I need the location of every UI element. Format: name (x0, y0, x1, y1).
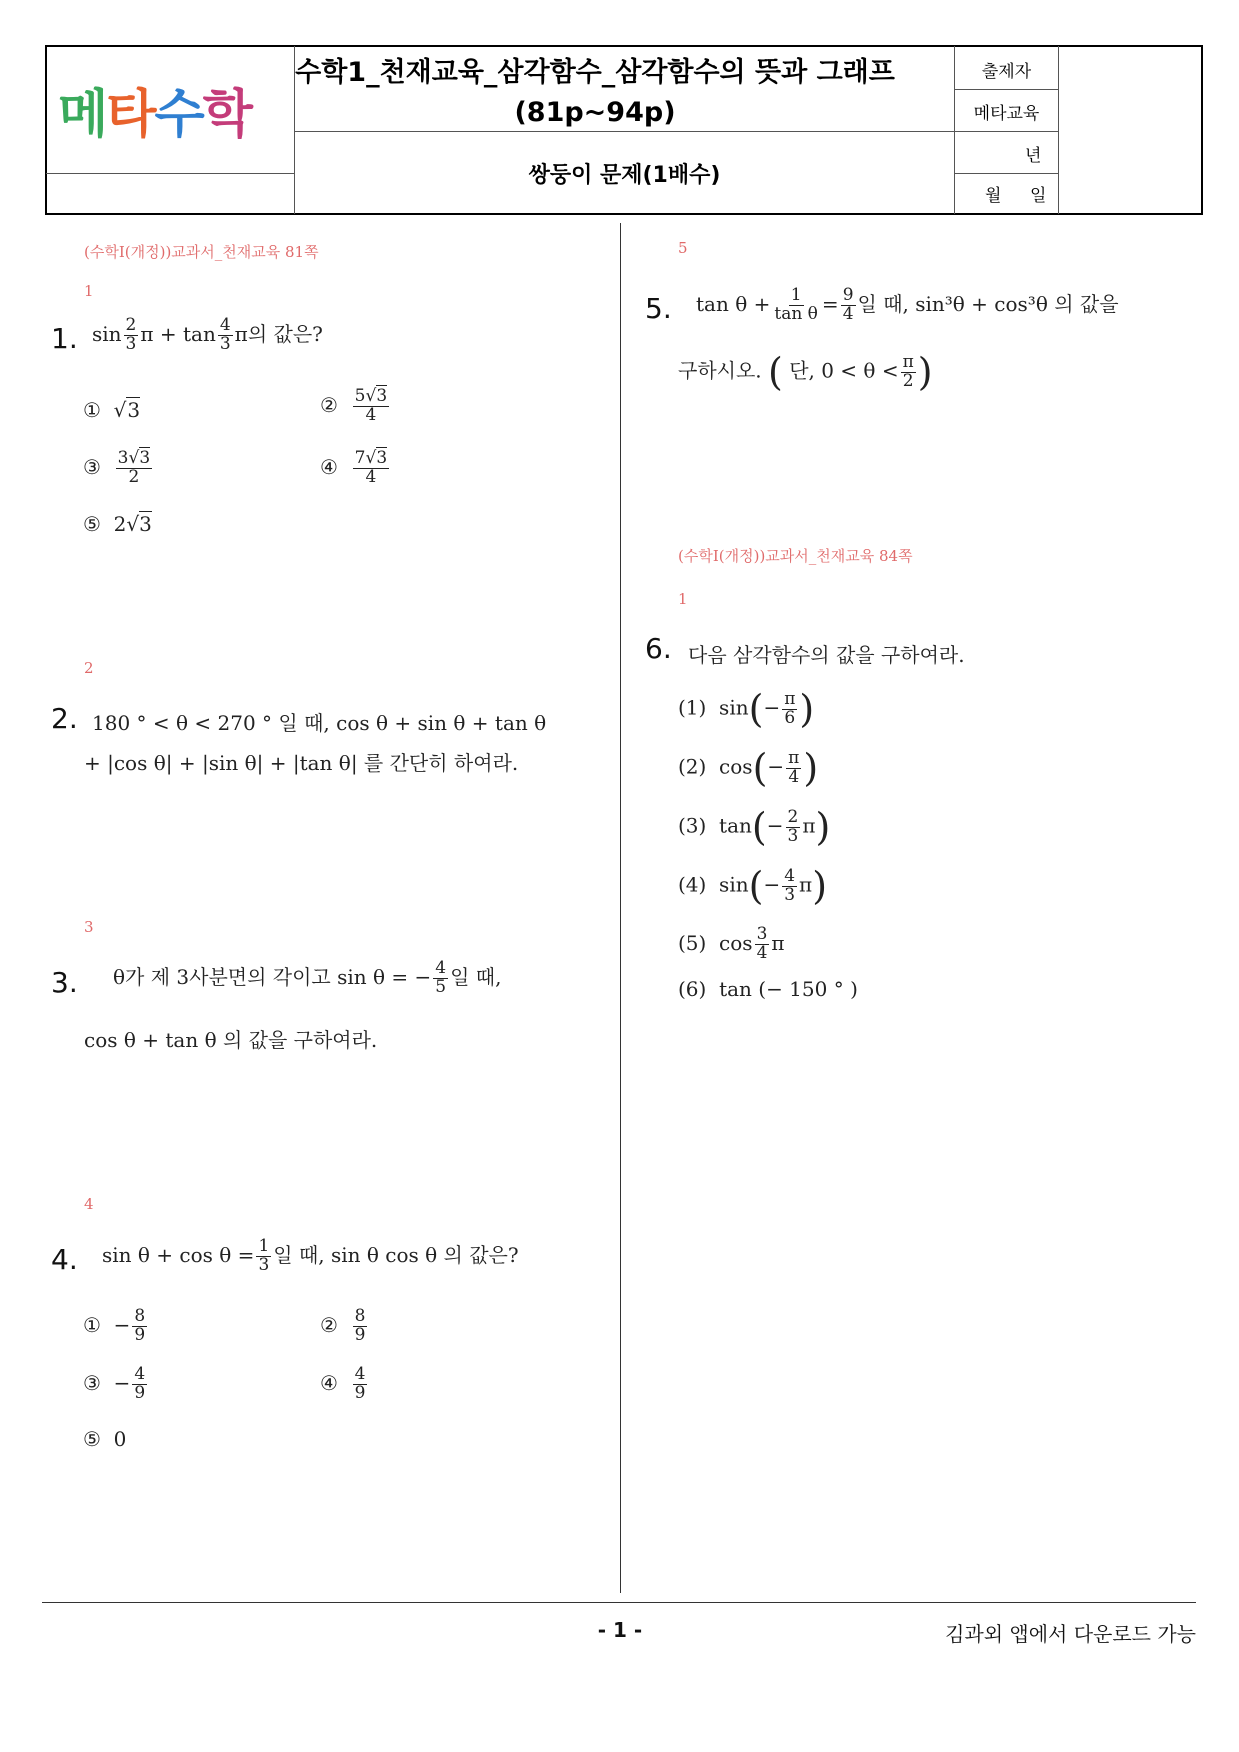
question-text: sin θ + cos θ = $\frac{1}{3}$ 일 때, sin θ cos θ 의 값은? (102, 1236, 519, 1275)
page-number: - 1 - (597, 1618, 643, 1642)
header-divider (1058, 46, 1059, 214)
question-ref: 3 (84, 918, 94, 936)
choice-5[interactable]: ⑤ 2√3 (83, 512, 152, 536)
header-divider (955, 89, 1058, 90)
header-divider (955, 131, 1058, 132)
column-divider (620, 223, 621, 1593)
question-number: 1. (51, 322, 78, 355)
sub-item-5: (5) cos $\frac{3}{4}$ π (678, 924, 785, 963)
question-ref: 5 (678, 239, 688, 257)
source-label: (수학I(개정))교과서_천재교육 84쪽 (678, 547, 913, 565)
month-label: 월 (985, 186, 1002, 206)
logo-letter: 메 (58, 85, 107, 145)
question-ref: 1 (84, 282, 94, 300)
logo-letter: 수 (154, 85, 203, 145)
document-subtitle: 쌍둥이 문제(1배수) (528, 163, 721, 188)
question-text: 180 ° < θ < 270 ° 일 때, cos θ + sin θ + tan θ (92, 711, 547, 735)
question-text: sin $\frac{2}{3}$ π + tan $\frac{4}{3}$ π의 값은? (92, 315, 323, 354)
question-number: 3. (51, 966, 78, 999)
header-divider (955, 173, 1058, 174)
sub-item-2: (2) cos(− $\frac{\pi}{4}$ ) (678, 746, 819, 790)
document-title-pages: (81p~94p) (514, 97, 676, 128)
download-note: 김과외 앱에서 다운로드 가능 (945, 1622, 1196, 1646)
choice-1[interactable]: ① √3 (83, 398, 141, 422)
question-ref: 2 (84, 659, 94, 677)
question-text-line2: 구하시오. ( 단, 0 < θ < $\frac{\pi}{2}$ ) (678, 350, 933, 394)
choice-5[interactable]: ⑤ 0 (83, 1427, 127, 1451)
header-divider (46, 173, 294, 174)
question-number: 4. (51, 1243, 78, 1276)
logo (58, 72, 288, 144)
document-title: 수학1_천재교육_삼각함수_삼각함수의 뜻과 그래프 (295, 57, 895, 88)
footer-rule (42, 1602, 1196, 1603)
day-label: 일 (1030, 186, 1047, 206)
author-value: 메타교육 (973, 104, 1040, 124)
source-label: (수학I(개정))교과서_천재교육 81쪽 (84, 243, 319, 261)
choice-1[interactable]: ① − $\frac{8}{9}$ (83, 1306, 146, 1345)
year-label: 년 (1025, 146, 1042, 166)
sub-item-6: (6) tan (− 150 ° ) (678, 977, 858, 1001)
question-number: 2. (51, 702, 78, 735)
choice-4[interactable]: ④ $\frac{4}{9}$ (320, 1364, 366, 1403)
author-label: 출제자 (981, 62, 1032, 82)
question-ref: 1 (678, 590, 688, 608)
logo-letter: 타 (106, 85, 155, 145)
question-text-line2: + |cos θ| + |sin θ| + |tan θ| 를 간단히 하여라. (84, 751, 519, 775)
choice-2[interactable]: ② $\frac{8}{9}$ (320, 1306, 366, 1345)
question-number: 5. (645, 292, 672, 325)
question-text-line2: cos θ + tan θ 의 값을 구하여라. (84, 1028, 378, 1052)
question-text: tan θ + $\frac{1}{\text{tan θ}}$ = $\frac{9}{4}$ 일 때, sin³θ + cos³θ 의 값을 (696, 285, 1119, 324)
sub-item-4: (4) sin(− $\frac{4}{3}$ π) (678, 864, 828, 908)
question-number: 6. (645, 632, 672, 665)
sub-item-3: (3) tan(− $\frac{2}{3}$ π) (678, 805, 831, 849)
choice-3[interactable]: ③ $\frac{3√3}{2}$ (83, 448, 151, 487)
choice-3[interactable]: ③ − $\frac{4}{9}$ (83, 1364, 146, 1403)
question-text: 다음 삼각함수의 값을 구하여라. (688, 643, 965, 667)
choice-4[interactable]: ④ $\frac{7√3}{4}$ (320, 448, 388, 487)
header-divider (295, 131, 954, 132)
logo-letter: 학 (202, 85, 251, 145)
choice-2[interactable]: ② $\frac{5√3}{4}$ (320, 386, 388, 425)
question-text: θ가 제 3사분면의 각이고 sin θ = − $\frac{4}{5}$ 일 때, (113, 958, 502, 997)
question-ref: 4 (84, 1195, 94, 1213)
sub-item-1: (1) sin(− $\frac{\pi}{6}$ ) (678, 687, 815, 731)
